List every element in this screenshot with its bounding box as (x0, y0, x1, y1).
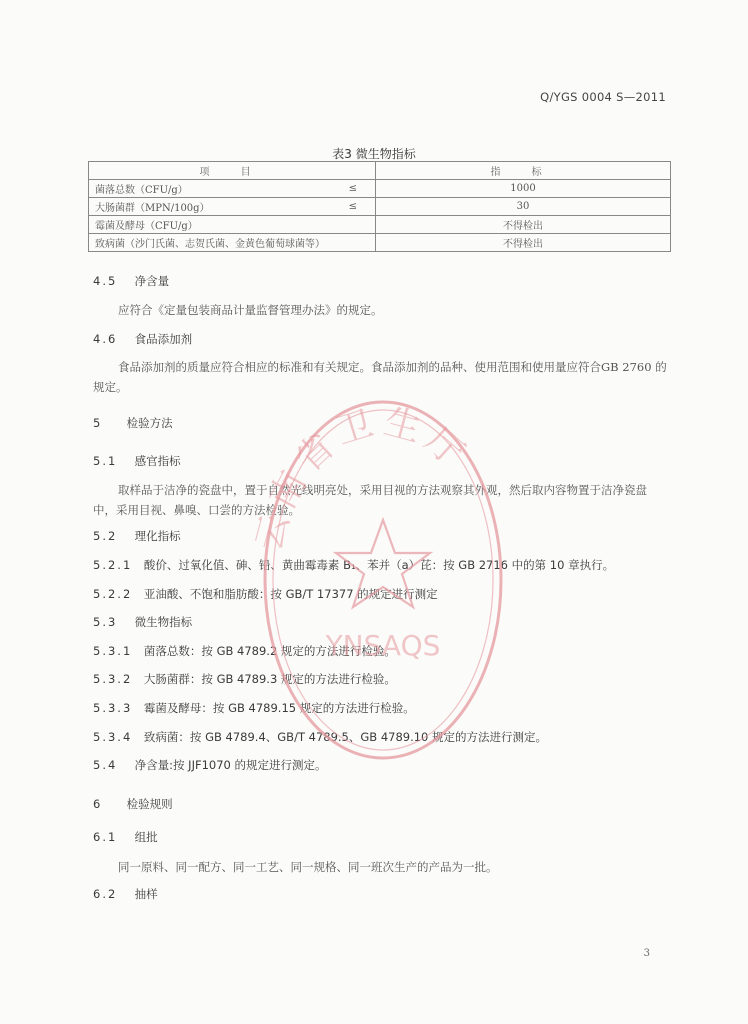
section-4-6-text (93, 357, 668, 397)
table-cell-item: 霉菌及酵母（CFU/g） (89, 216, 376, 234)
section-number: 5.2.2 (93, 587, 133, 601)
paragraph-text: 取样品于洁净的瓷盘中，置于自然光线明亮处，采用目视的方法观察其外观，然后取内容物置于洁净瓷盘中，采用目视、鼻嗅、口尝的方法检验。 (93, 483, 647, 517)
table-cell-value: 不得检出 (376, 234, 671, 252)
seal-code: YNSAQS (325, 629, 441, 662)
table-cell-op: ≤ (343, 180, 376, 198)
section-text: 亚油酸、不饱和脂肪酸：按 GB/T 17377 的规定进行测定 (143, 587, 438, 601)
table-row (89, 180, 671, 198)
table-header-row (89, 162, 671, 180)
table-cell-item: 大肠菌群（MPN/100g） (89, 198, 343, 216)
section-number: 6 (93, 797, 103, 811)
section-title: 微生物指标 (134, 615, 193, 629)
table-row (89, 234, 671, 252)
section-title: 感官指标 (134, 454, 181, 468)
section-5-3-4 (93, 729, 547, 745)
section-number: 4.6 (93, 332, 118, 346)
table-cell-value: 不得检出 (376, 216, 671, 234)
section-text: 霉菌及酵母：按 GB 4789.15 规定的方法进行检验。 (143, 701, 415, 715)
microbial-table (88, 161, 671, 252)
section-text: 大肠菌群：按 GB 4789.3 规定的方法进行检验。 (143, 672, 396, 686)
section-number: 5.1 (93, 454, 118, 468)
section-text: 致病菌：按 GB 4789.4、GB/T 4789.5、GB 4789.10 规定的方法进行测定。 (143, 730, 548, 744)
section-5-3-2 (93, 671, 396, 687)
section-5-3-heading (93, 614, 192, 630)
section-number: 5.3.4 (93, 730, 133, 744)
section-5-1-heading (93, 453, 181, 469)
seal-text: 云南省卫生厅 (248, 401, 476, 555)
table-cell-item: 菌落总数（CFU/g） (89, 180, 343, 198)
section-number: 5.3.1 (93, 644, 133, 658)
section-5-1-text (93, 480, 668, 520)
section-number: 5.3.2 (93, 672, 133, 686)
section-6-1-text (93, 857, 668, 877)
table-header-item: 项 目 (89, 162, 376, 180)
section-5-3-3 (93, 700, 415, 716)
table-cell-item: 致病菌（沙门氏菌、志贺氏菌、金黄色葡萄球菌等） (89, 234, 376, 252)
section-title: 抽样 (134, 887, 158, 901)
section-6-1-heading (93, 829, 158, 845)
section-number: 5.3.3 (93, 701, 133, 715)
section-title: 理化指标 (134, 529, 181, 543)
section-5-2-1 (93, 557, 614, 573)
paragraph-text: 同一原料、同一配方、同一工艺、同一规格、同一班次生产的产品为一批。 (118, 860, 498, 874)
section-text: 酸价、过氧化值、砷、铅、黄曲霉毒素 B₁、苯并（a）芘：按 GB 2716 中的第 10 章执行。 (143, 558, 615, 572)
section-number: 5.4 (93, 758, 118, 772)
table-cell-op: ≤ (343, 198, 376, 216)
section-title: 检验方法 (126, 416, 173, 430)
section-6-heading (93, 796, 173, 812)
section-number: 5.3 (93, 615, 118, 629)
standard-code: Q/YGS 0004 S—2011 (540, 90, 666, 104)
section-number: 5 (93, 416, 103, 430)
table-row (89, 216, 671, 234)
table-caption: 表3 微生物指标 (332, 147, 416, 161)
table-header-value: 指 标 (376, 162, 671, 180)
section-5-4 (93, 757, 327, 773)
section-number: 5.2.1 (93, 558, 133, 572)
svg-text:云南省卫生厅 (248, 401, 475, 555)
section-5-heading (93, 415, 173, 431)
section-title: 净含量 (134, 274, 170, 288)
section-4-5-text (93, 300, 668, 320)
section-5-2-heading (93, 528, 181, 544)
section-number: 6.1 (93, 830, 118, 844)
section-6-2-heading (93, 886, 158, 902)
table-row (89, 198, 671, 216)
page-number: 3 (643, 948, 650, 959)
paragraph-text: 应符合《定量包装商品计量监督管理办法》的规定。 (118, 303, 383, 317)
section-number: 4.5 (93, 274, 118, 288)
section-4-5-heading (93, 273, 169, 289)
section-number: 5.2 (93, 529, 118, 543)
section-4-6-heading (93, 331, 192, 347)
section-5-2-2 (93, 586, 438, 602)
table-cell-value: 1000 (376, 180, 671, 198)
section-text: 菌落总数：按 GB 4789.2 规定的方法进行检验。 (143, 644, 396, 658)
section-number: 6.2 (93, 887, 118, 901)
section-title: 食品添加剂 (134, 332, 193, 346)
table-cell-value: 30 (376, 198, 671, 216)
section-5-3-1 (93, 643, 396, 659)
section-title: 组批 (134, 830, 158, 844)
section-text: 净含量:按 JJF1070 的规定进行测定。 (134, 758, 327, 772)
section-title: 检验规则 (126, 797, 173, 811)
official-seal (248, 385, 518, 785)
paragraph-text: 食品添加剂的质量应符合相应的标准和有关规定。食品添加剂的品种、使用范围和使用量应符合GB 2760 的规定。 (93, 360, 667, 394)
